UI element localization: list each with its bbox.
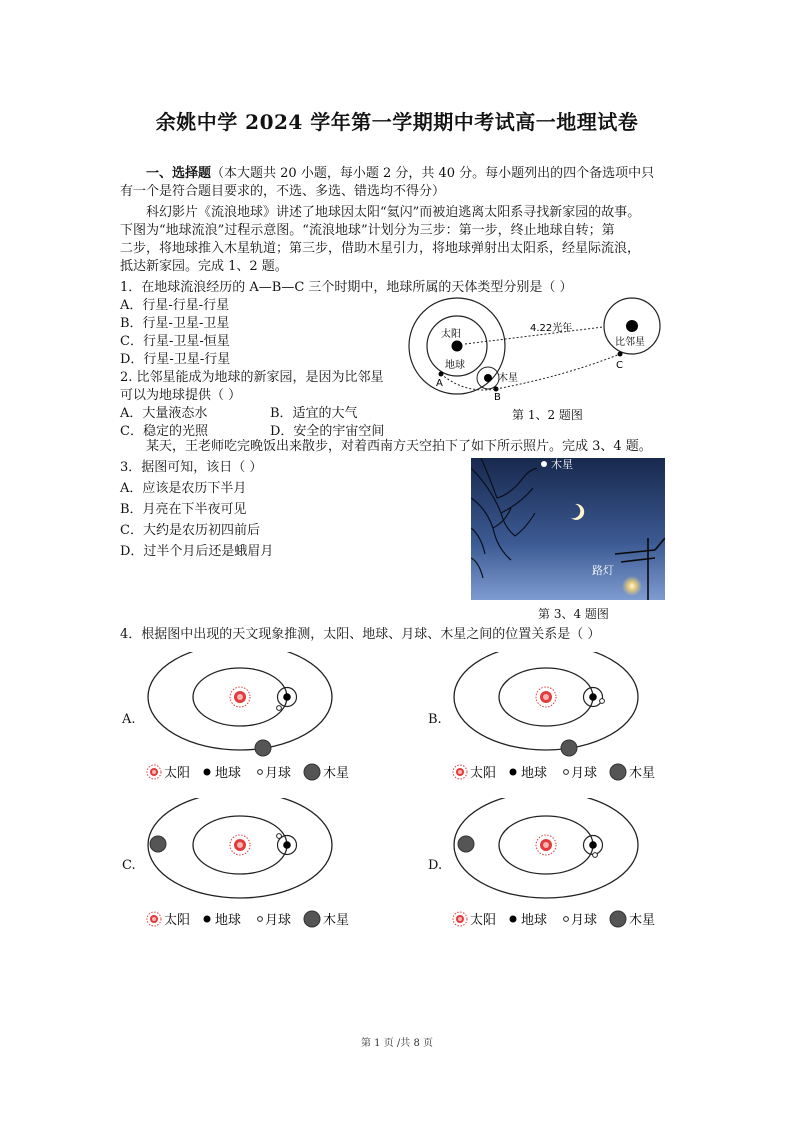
q4-option-a-letter: A.: [122, 712, 136, 727]
legend-jupiter-label: 木星: [323, 913, 350, 928]
legend-sun-icon: [453, 765, 467, 779]
legend-earth-icon: [204, 916, 211, 923]
photo-jupiter-label: 木星: [551, 458, 573, 471]
jupiter-label: 木星: [498, 373, 518, 384]
q1-stem: 1．在地球流浪经历的 A—B—C 三个时期中，地球所属的天体类型分别是（ ）: [120, 280, 573, 295]
streetlight-glow: [622, 576, 642, 596]
distance-label: 4.22光年: [530, 323, 573, 334]
q4-diagram-d: [452, 798, 682, 938]
legend-sun-label: 太阳: [470, 766, 497, 781]
q1-option-b: B．行星-卫星-卫星: [120, 316, 230, 331]
legend-earth-label: 地球: [215, 766, 242, 781]
q4-diagram-c: [146, 798, 376, 938]
proxima-dot: [626, 320, 638, 332]
q4-legend: [147, 911, 349, 928]
sun-label: 太阳: [441, 329, 461, 340]
sun-dot: [452, 341, 463, 352]
q2-stem-1: 2. 比邻星能成为地球的新家园，是因为比邻星: [120, 370, 384, 385]
passage1-line-1: 科幻影片《流浪地球》讲述了地球因太阳“氦闪”而被迫逃离太阳系寻找新家园的故事。: [146, 205, 641, 220]
jupiter-point: [541, 461, 547, 467]
q3-stem: 3．据图可知，该日（ ）: [120, 460, 263, 475]
earth-label: 地球: [445, 360, 465, 371]
legend-moon-icon: [258, 917, 263, 922]
legend-earth-icon: [510, 769, 517, 776]
legend-earth-icon: [204, 769, 211, 776]
legend-earth-label: 地球: [215, 913, 242, 928]
q2-option-b: B．适宜的大气: [270, 406, 358, 421]
legend-sun-label: 太阳: [164, 766, 191, 781]
q3-option-a: A．应该是农历下半月: [120, 481, 247, 496]
point-a-label: A: [436, 378, 443, 389]
proxima-label: 比邻星: [615, 337, 645, 348]
q4-diagram-b: [452, 652, 682, 792]
sun-icon: [230, 835, 250, 855]
legend-jupiter-label: 木星: [629, 766, 656, 781]
legend-jupiter-icon: [610, 764, 626, 780]
point-c-label: C: [616, 360, 623, 371]
passage2: 某天，王老师吃完晚饭出来散步，对着西南方天空拍下了如下所示照片。完成 3、4 题。: [146, 439, 652, 454]
moon-dot: [593, 853, 598, 858]
legend-jupiter-label: 木星: [323, 766, 350, 781]
legend-sun-icon: [147, 765, 161, 779]
jupiter-dot: [458, 836, 474, 852]
q2-option-a: A．大量液态水: [120, 406, 208, 421]
legend-sun-label: 太阳: [164, 913, 191, 928]
figure12-caption: 第 1、2 题图: [512, 408, 583, 422]
legend-moon-icon: [564, 917, 569, 922]
point-b-label: B: [494, 392, 501, 403]
legend-sun-label: 太阳: [470, 913, 497, 928]
q4-legend: [453, 911, 655, 928]
legend-moon-icon: [564, 770, 569, 775]
section-desc-1: （本大题共 20 小题，每小题 2 分，共 40 分。每小题列出的四个备选项中只: [211, 166, 655, 181]
passage1-line-3: 二步，将地球推入木星轨道；第三步，借助木星引力，将地球弹射出太阳系，经星际流浪，: [120, 241, 641, 256]
q4-option-c-letter: C.: [122, 858, 136, 873]
legend-jupiter-label: 木星: [629, 913, 656, 928]
passage1-line-4: 抵达新家园。完成 1、2 题。: [120, 259, 288, 274]
page-footer: 第 1 页 /共 8 页: [361, 1038, 433, 1049]
page-title: 余姚中学 2024 学年第一学期期中考试高一地理试卷: [155, 110, 639, 134]
q4-legend: [147, 764, 349, 781]
photo-streetlight-label: 路灯: [592, 564, 614, 577]
q4-legend: [453, 764, 655, 781]
legend-moon-label: 月球: [265, 766, 292, 781]
night-sky-photo: [471, 458, 665, 600]
wandering-earth-diagram: [405, 296, 675, 404]
section-head: 一、选择题: [146, 166, 212, 181]
q1-option-c: C．行星-卫星-恒星: [120, 334, 230, 349]
q2-option-c: C．稳定的光照: [120, 424, 208, 439]
q4-diagram-a: [146, 652, 376, 792]
legend-moon-label: 月球: [571, 913, 598, 928]
legend-jupiter-icon: [304, 764, 320, 780]
legend-moon-icon: [258, 770, 263, 775]
q3-option-c: C．大约是农历初四前后: [120, 523, 260, 538]
q4-option-b-letter: B.: [428, 712, 442, 727]
sun-icon: [230, 687, 250, 707]
moon-dot: [277, 834, 282, 839]
moon-dot: [600, 699, 605, 704]
section-header: [146, 165, 654, 183]
jupiter-dot: [561, 740, 577, 756]
legend-earth-icon: [510, 916, 517, 923]
photo-caption: 第 3、4 题图: [538, 607, 609, 621]
q3-option-b: B．月亮在下半夜可见: [120, 502, 247, 517]
earth-dot: [283, 693, 291, 701]
q1-option-d: D．行星-卫星-行星: [120, 352, 231, 367]
legend-jupiter-icon: [304, 911, 320, 927]
q1-option-a: A．行星-行星-行星: [120, 298, 230, 313]
legend-sun-icon: [147, 912, 161, 926]
jupiter-dot: [255, 740, 271, 756]
legend-moon-label: 月球: [265, 913, 292, 928]
earth-dot: [283, 841, 291, 849]
passage1-line-2: 下图为“地球流浪”过程示意图。“流浪地球”计划分为三步：第一步，终止地球自转；第: [120, 223, 615, 238]
sun-icon: [536, 835, 556, 855]
section-desc-2: 有一个是符合题目要求的，不选、多选、错选均不得分）: [120, 184, 446, 199]
legend-earth-label: 地球: [521, 913, 548, 928]
q4-option-d-letter: D.: [428, 858, 443, 873]
earth-dot: [589, 693, 597, 701]
jupiter-dot: [150, 836, 166, 852]
legend-jupiter-icon: [610, 911, 626, 927]
legend-sun-icon: [453, 912, 467, 926]
jupiter-dot: [484, 374, 492, 382]
earth-dot: [589, 841, 597, 849]
sun-icon: [536, 687, 556, 707]
q4-stem: 4．根据图中出现的天文现象推测，太阳、地球、月球、木星之间的位置关系是（ ）: [120, 627, 601, 642]
legend-moon-label: 月球: [571, 766, 598, 781]
q2-option-d: D．安全的宇宙空间: [270, 424, 385, 439]
moon-dot: [277, 706, 282, 711]
q2-stem-2: 可以为地球提供（ ）: [120, 388, 242, 403]
legend-earth-label: 地球: [521, 766, 548, 781]
q3-option-d: D．过半个月后还是蛾眉月: [120, 544, 274, 559]
